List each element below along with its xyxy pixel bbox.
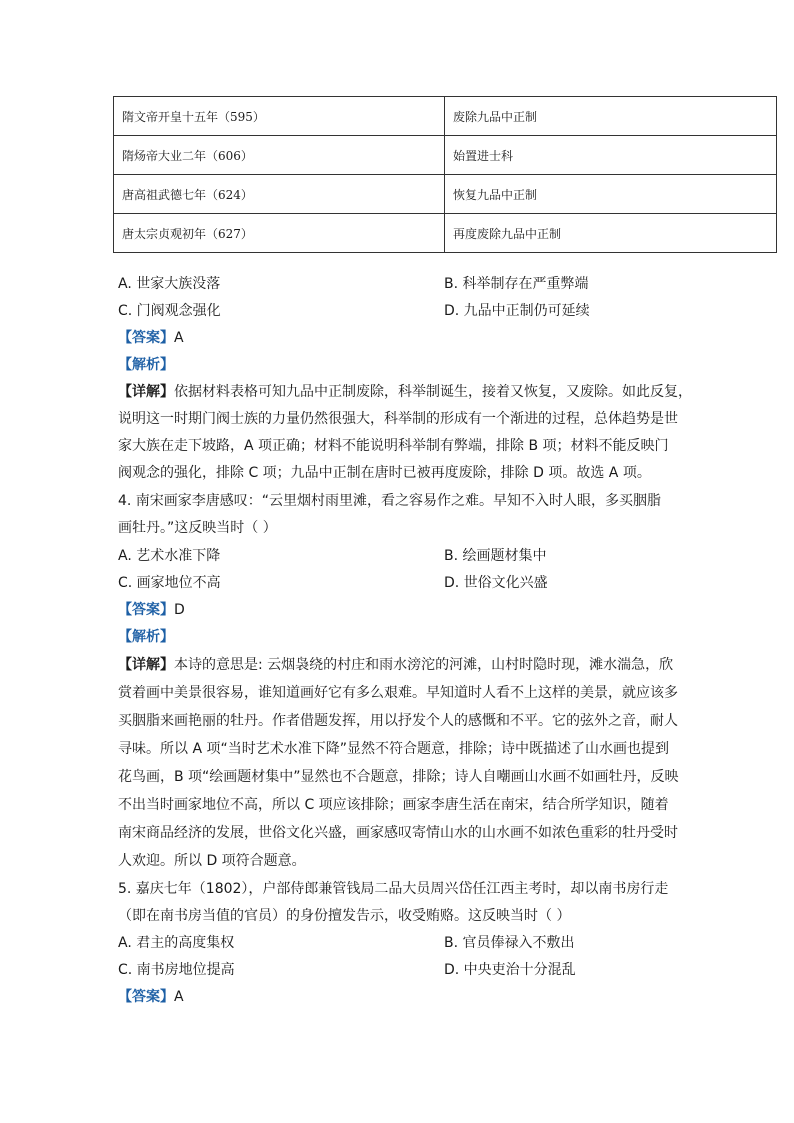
answer-tag: 【答案】 <box>118 330 174 346</box>
answer-tag: 【答案】 <box>118 989 174 1005</box>
history-table <box>113 96 777 253</box>
q3-option-a: A. 世家大族没落 <box>118 276 221 292</box>
answer-value: D <box>174 602 185 618</box>
q4-answer <box>118 602 185 618</box>
q4-detail-line <box>118 657 673 673</box>
q3-analysis <box>118 357 174 373</box>
q4-option-a: A. 艺术水准下降 <box>118 548 221 564</box>
detail-text: 依据材料表格可知九品中正制废除，科举制诞生，接着又恢复，又废除。如此反复， <box>174 384 692 400</box>
detail-text: 本诗的意思是: 云烟袅绕的村庄和雨水滂沱的河滩，山村时隐时现，滩水湍急，欣 <box>174 657 674 673</box>
q4-detail-line: 南宋商品经济的发展，世俗文化兴盛，画家感叹寄情山水的山水画不如浓色重彩的牡丹受时 <box>118 825 678 841</box>
q4-detail-line: 寻味。所以 A 项“当时艺术水准下降”显然不符合题意，排除；诗中既描述了山水画也提到 <box>118 741 669 757</box>
q4-detail-line: 赏着画中美景很容易，谁知道画好它有多么艰难。早知道时人看不上这样的美景，就应该多 <box>118 685 678 701</box>
table-cell: 始置进士科 <box>445 136 777 175</box>
q4-detail-line: 不出当时画家地位不高，所以 C 项应该排除；画家李唐生活在南宋，结合所学知识，随着 <box>118 797 669 813</box>
q5-option-c: C. 南书房地位提高 <box>118 962 235 978</box>
answer-value: A <box>174 330 184 346</box>
table-cell: 恢复九品中正制 <box>445 175 777 214</box>
table-row <box>114 214 777 253</box>
q3-detail-line: 阀观念的强化，排除 C 项；九品中正制在唐时已被再度废除，排除 D 项。故选 A 项。 <box>118 465 651 481</box>
q4-detail-line: 买胭脂来画艳丽的牡丹。作者借题发挥，用以抒发个人的感慨和不平。它的弦外之音，耐人 <box>118 713 678 729</box>
q5-option-d: D. 中央吏治十分混乱 <box>444 962 576 978</box>
q3-detail-line <box>118 384 692 400</box>
q4-stem-line: 画牡丹。”这反映当时（ ） <box>118 520 277 536</box>
detail-tag: 【详解】 <box>118 384 174 400</box>
q4-stem-line: 4. 南宋画家李唐感叹：“云里烟村雨里滩，看之容易作之难。早知不入时人眼，多买胭脂 <box>118 493 662 509</box>
q5-stem-line: （即在南书房当值的官员）的身份擅发告示，收受贿赂。这反映当时（ ） <box>118 908 571 924</box>
q3-detail-line: 家大族在走下坡路，A 项正确；材料不能说明科举制有弊端，排除 B 项；材料不能反映门 <box>118 438 669 454</box>
q4-detail-line: 花鸟画，B 项“绘画题材集中”显然也不合题意，排除；诗人自嘲画山水画不如画牡丹，反映 <box>118 769 679 785</box>
table-row <box>114 136 777 175</box>
q3-detail-line: 说明这一时期门阀士族的力量仍然很强大，科举制的形成有一个渐进的过程，总体趋势是世 <box>118 411 678 427</box>
detail-tag: 【详解】 <box>118 657 174 673</box>
q4-detail-line: 人欢迎。所以 D 项符合题意。 <box>118 853 306 869</box>
answer-tag: 【答案】 <box>118 602 174 618</box>
q4-option-c: C. 画家地位不高 <box>118 575 221 591</box>
table-cell: 隋炀帝大业二年（606） <box>114 136 445 175</box>
q5-answer <box>118 989 184 1005</box>
q4-option-d: D. 世俗文化兴盛 <box>444 575 548 591</box>
table-cell: 废除九品中正制 <box>445 97 777 136</box>
q5-option-b: B. 官员俸禄入不敷出 <box>444 935 575 951</box>
table-row <box>114 97 777 136</box>
table-cell: 唐高祖武德七年（624） <box>114 175 445 214</box>
q3-option-d: D. 九品中正制仍可延续 <box>444 303 590 319</box>
q4-analysis <box>118 629 174 645</box>
q3-option-c: C. 门阀观念强化 <box>118 303 221 319</box>
q5-stem-line: 5. 嘉庆七年（1802），户部侍郎兼管钱局二品大员周兴岱任江西主考时，却以南书房行走 <box>118 881 669 897</box>
q4-option-b: B. 绘画题材集中 <box>444 548 547 564</box>
table-cell: 唐太宗贞观初年（627） <box>114 214 445 253</box>
q3-answer <box>118 330 184 346</box>
analysis-tag: 【解析】 <box>118 357 174 373</box>
q5-option-a: A. 君主的高度集权 <box>118 935 235 951</box>
table-cell: 再度废除九品中正制 <box>445 214 777 253</box>
q3-option-b: B. 科举制存在严重弊端 <box>444 276 589 292</box>
answer-value: A <box>174 989 184 1005</box>
table-cell: 隋文帝开皇十五年（595） <box>114 97 445 136</box>
analysis-tag: 【解析】 <box>118 629 174 645</box>
table-row <box>114 175 777 214</box>
